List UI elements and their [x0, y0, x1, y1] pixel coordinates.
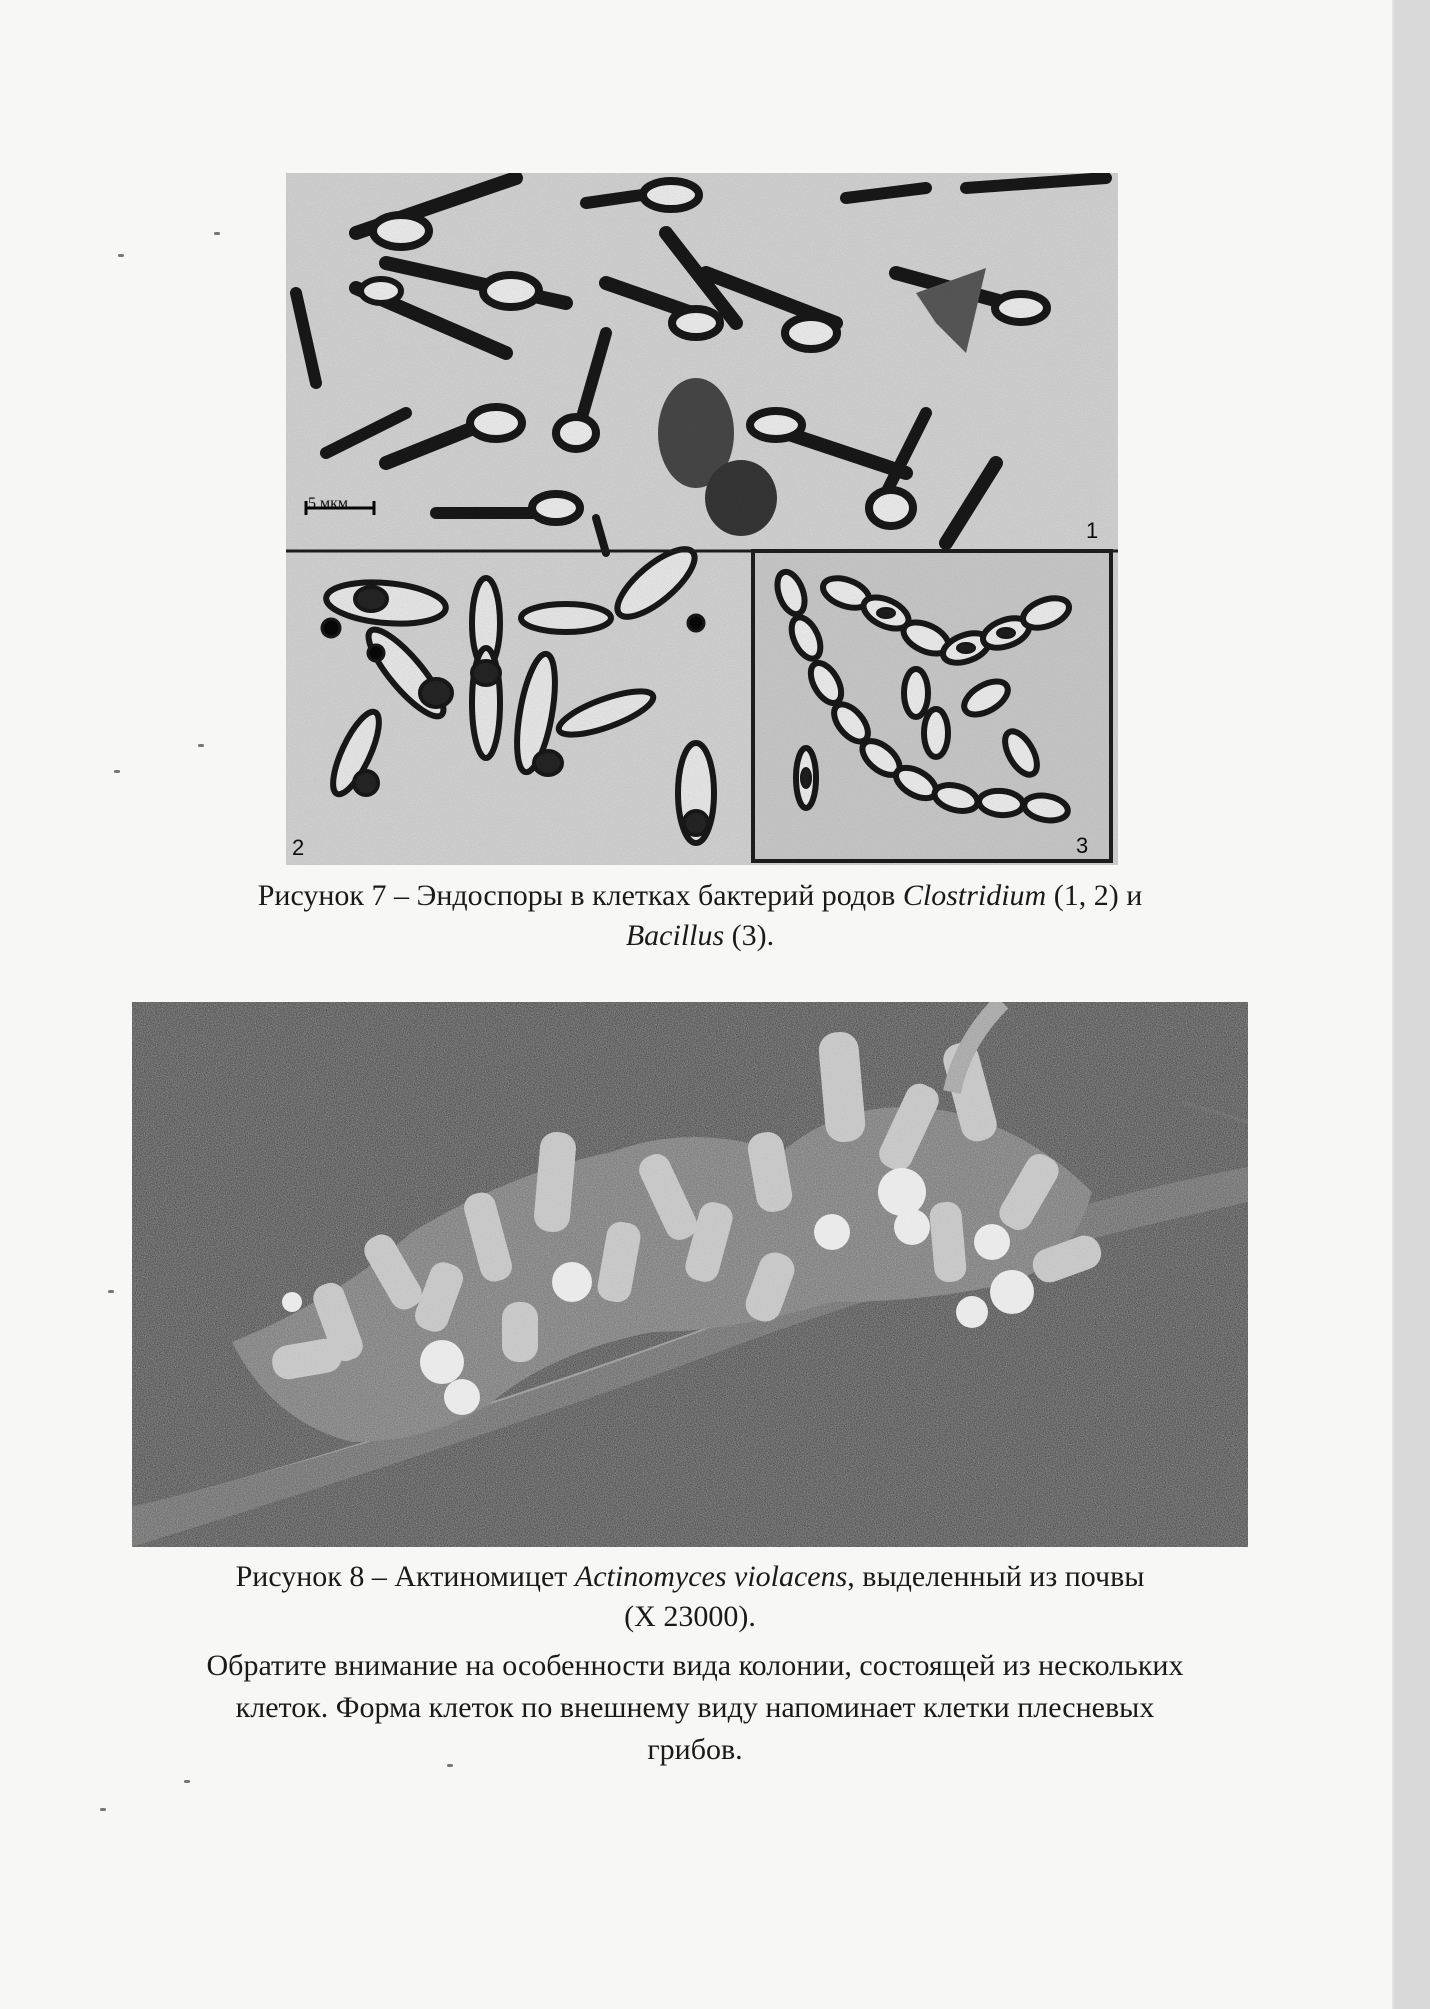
panel-label-2: 2 [292, 835, 305, 860]
figure-8-caption-line-1 [170, 1557, 1210, 1597]
caption-text: (3). [724, 919, 775, 952]
scan-speck [214, 232, 220, 235]
figure-7-micrograph [286, 173, 1118, 865]
caption-text: (1, 2) и [1046, 879, 1143, 912]
scan-speck [100, 1808, 106, 1811]
caption-genus-bacillus: Bacillus [625, 919, 725, 952]
figure-8-caption-line-2: (Х 23000). [624, 1600, 756, 1633]
figure-7-caption-line-1 [180, 876, 1220, 916]
scan-speck [184, 1780, 190, 1783]
scan-speck [198, 744, 204, 747]
note-line-3: грибов. [647, 1733, 743, 1766]
note-paragraph [100, 1645, 1290, 1771]
scale-bar-label: 5 мкм [308, 495, 349, 512]
caption-text: Рисунок 8 – Актиномицет [235, 1560, 575, 1593]
figure-7-caption [180, 876, 1220, 956]
actinomyces-micrograph-image [132, 1002, 1248, 1547]
panel-label-3: 3 [1076, 833, 1089, 858]
scan-speck [118, 254, 124, 257]
panel-label-1: 1 [1086, 518, 1099, 543]
scan-speck [108, 1290, 114, 1293]
caption-genus-clostridium: Clostridium [902, 879, 1047, 912]
endospore-micrograph-image [286, 173, 1118, 865]
figure-8-caption [170, 1557, 1210, 1637]
note-line-1: Обратите внимание на особенности вида колонии, состоящей из нескольких [206, 1649, 1184, 1682]
note-line-2: клеток. Форма клеток по внешнему виду напоминает клетки плесневых [235, 1691, 1155, 1724]
caption-text: Рисунок 7 – Эндоспоры в клетках бактерий родов [257, 879, 903, 912]
figure-7-caption-line-2 [180, 916, 1220, 956]
figure-8-micrograph [132, 1002, 1248, 1547]
scan-speck [114, 770, 120, 773]
caption-text: , выделенный из почвы [847, 1560, 1145, 1593]
caption-species-actinomyces: Actinomyces violacens [574, 1560, 848, 1593]
